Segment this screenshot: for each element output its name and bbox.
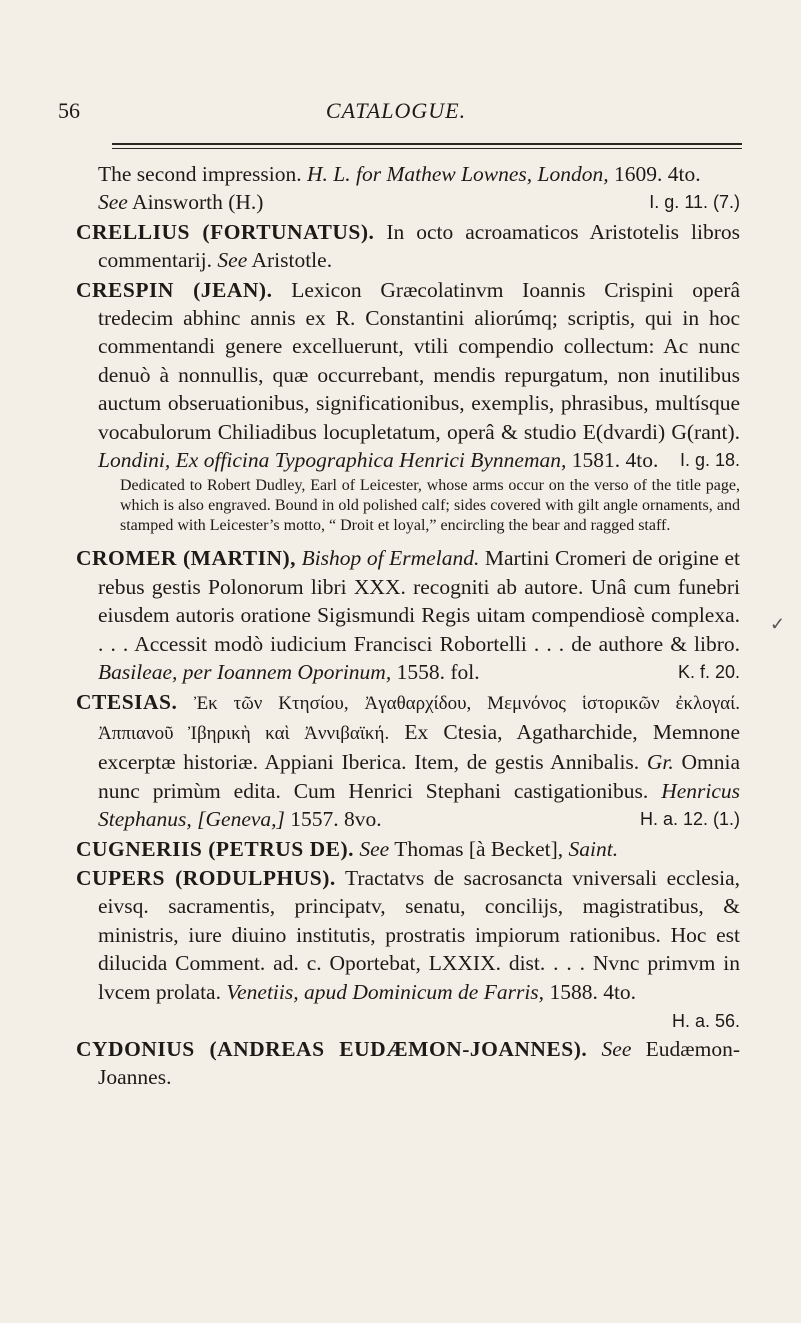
entry-second-impression (76, 160, 740, 217)
see-label: See (98, 190, 128, 215)
entry-heading: CRESPIN (JEAN). (76, 277, 273, 302)
entry-cupers (76, 864, 740, 1006)
entry-date: 1557. 8vo. (290, 807, 382, 832)
language-mark: Gr. (646, 750, 674, 775)
entry-text-continued: Omnia nunc primùm edita. Cum Henrici Stephani castigationibus. (98, 750, 741, 803)
entry-heading: CUGNERIIS (PETRUS DE). (76, 836, 354, 861)
cross-reference: Thomas [à Becket], (394, 836, 564, 861)
margin-check-mark: ✓ (770, 614, 786, 634)
entry-text: Martini Cromeri de origine et rebus gestis Polonorum libri XXX. recogniti ab autore. Unâ cum funebri eiusdem autoris oratione Sigismundi Regis uitam compendiosè complexa. . . . Accessit modò iudicium Francisci Robortelli . . . de authore & libro. (98, 546, 740, 656)
entry-heading: CYDONIUS (ANDREAS EUDÆMON-JOANNES). (76, 1036, 588, 1061)
entry-crellius (76, 218, 740, 275)
entry-role: Bishop of Ermeland. (301, 546, 480, 571)
cross-reference: Aristotle. (251, 248, 333, 273)
entry-ctesias (76, 688, 740, 834)
entry-note: Dedicated to Robert Dudley, Earl of Leicester, whose arms occur on the verso of the title page, which is also engraved. Bound in old polished calf; sides covered with gilt angle ornaments, and stamped with Leicester’s motto, “ Droit et loyal,” encircling the bear and ragged staff. (120, 477, 740, 535)
shelfmark: H. a. 12. (1.) (639, 809, 740, 830)
header-rule (112, 143, 742, 145)
shelfmark: I. g. 11. (7.) (649, 192, 740, 213)
entry-imprint: H. L. for Mathew Lownes, London, (307, 162, 609, 186)
entry-text: In octo acroamaticos Aristotelis libros commentarij. (98, 219, 741, 273)
catalogue-body (76, 160, 740, 1093)
page-header (52, 98, 740, 132)
entry-heading: CUPERS (RODULPHUS). (76, 865, 336, 890)
entry-greek-title: Ἐκ τῶν Κτησίου, Ἀγαθαρχίδου, Μεμνόνος ἱστορικῶν ἐκλογαί. Ἀππιανοῦ Ἰβηρικὴ καὶ Ἀννιβαϊκή. (98, 692, 740, 744)
cross-reference: Eudæmon-Joannes. (98, 1036, 741, 1090)
entry-text: Lexicon Græcolatinvm Ioannis Crispini operâ tredecim abhinc annis ex R. Constantini aliorúmq; scriptis, qui in hoc commentandi genere excelluerunt, vtili compendio collectum: Ac nunc denuò à nonnullis, quæ occurrebant, mendis repurgatum, non inutilibus auctum obseruationibus, significationibus, exemplis, phrasibus, multísque vocabulorum Chiliadibus locupletatum, operâ & studio E(dvardi) G(rant). (98, 277, 740, 444)
page-number: 56 (58, 98, 80, 123)
header-rule-thin (112, 148, 742, 149)
entry-cugneriis (76, 835, 740, 863)
entry-imprint: Londini, Ex officina Typographica Henrici Bynneman, (98, 448, 567, 473)
entry-imprint: Venetiis, apud Dominicum de Farris, (226, 979, 545, 1004)
entry-heading: CTESIAS. (76, 689, 178, 714)
see-label: See (601, 1036, 632, 1061)
see-label: See (359, 836, 390, 861)
entry-date: 1609. 4to. (614, 162, 701, 186)
entry-heading: CRELLIUS (FORTUNATUS). (76, 219, 375, 244)
shelfmark: H. a. 56. (671, 1010, 740, 1031)
cross-reference: Ainsworth (H.) (132, 190, 264, 215)
entry-date: 1581. 4to. (571, 448, 659, 473)
cross-reference-saint: Saint. (568, 836, 619, 861)
entry-text: Ex Ctesia, Agatharchide, Memnone excerptæ historiæ. Appiani Iberica. Item, de gestis Annibalis. (98, 719, 741, 775)
entry-imprint: Basileae, per Ioannem Oporinum, (98, 660, 392, 685)
entry-text: The second impression. (98, 162, 302, 186)
entry-cydonius (76, 1035, 740, 1092)
entry-date: 1558. fol. (396, 660, 480, 685)
entry-text: Tractatvs de sacrosancta vniversali ecclesia, eivsq. sacramentis, principatv, senatu, concilijs, magistratibus, & ministris, iure diuino institutis, prostratis impiorum rationibus. Hoc est dilucida Comment. ad. c. Oportebat, LXXIX. dist. . . . Nvnc primvm in lvcem prolata. (98, 865, 740, 1004)
entry-cromer (76, 544, 740, 686)
entry-date: 1588. 4to. (549, 979, 637, 1004)
entry-heading: CROMER (MARTIN), (76, 546, 297, 571)
shelfmark: K. f. 20. (677, 662, 740, 683)
see-label: See (217, 248, 248, 273)
entry-imprint: Henricus Stephanus, [Geneva,] (98, 778, 741, 832)
running-title: CATALOGUE. (325, 98, 467, 123)
entry-crespin (76, 276, 740, 475)
shelfmark: I. g. 18. (679, 450, 740, 471)
